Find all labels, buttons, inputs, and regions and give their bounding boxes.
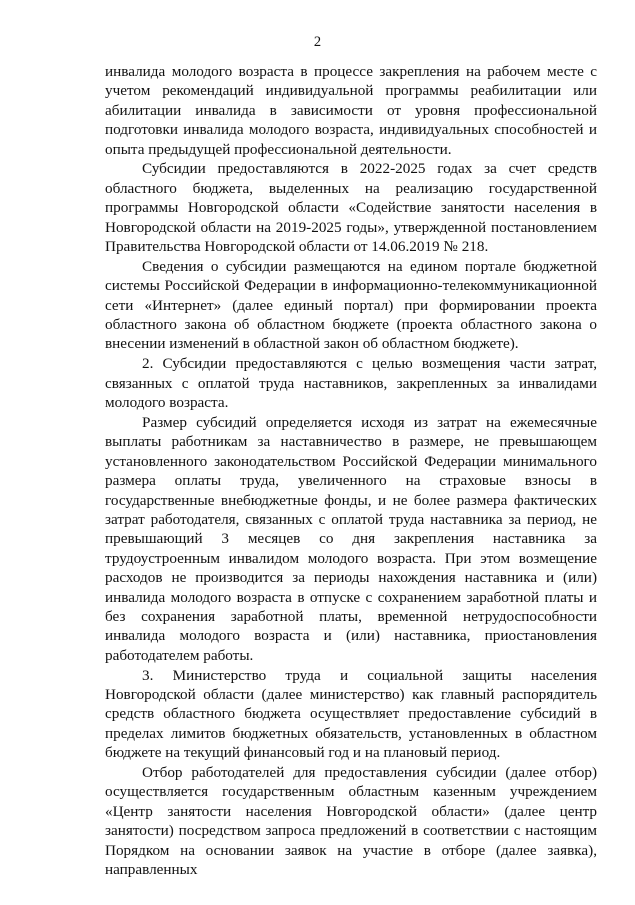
paragraph-employer-selection: Отбор работодателей для предоставления субсидии (далее отбор) осуществляется государственным областным казенным учреждением «Центр занятости населения Новгородской области» (далее центр занятости) посредством запроса предложений в соответствии с настоящим Порядком на основании заявок на участие в отборе (далее заявка), направленных	[105, 763, 597, 878]
paragraph-subsidy-size: Размер субсидий определяется исходя из затрат на ежемесячные выплаты работникам за наставничество в размере, не превышающем установленного законодательством Российской Федерации минимального размера оплаты труда, увеличенного на страховые взносы в государственные внебюджетные фонды, и не более размера фактических затрат работодателя, связанных с оплатой труда наставника за период, не превышающий 3 месяцев со дня закрепления наставника за трудоустроенным инвалидом молодого возраста. При этом возмещение расходов не производится за периоды нахождения наставника и (или) инвалида молодого возраста в отпуске с сохранением заработной платы и без сохранения заработной платы, временной нетрудоспособности инвалида молодого возраста и (или) наставника, приостановления работодателем работы.	[105, 413, 597, 664]
document-body	[105, 62, 597, 879]
page-number: 2	[313, 34, 322, 50]
paragraph-subsidy-portal: Сведения о субсидии размещаются на едином портале бюджетной системы Российской Федерации в информационно-телекоммуникационной сети «Интернет» (далее единый портал) при формировании проекта областного закона об областном бюджете (проекта областного закона о внесении изменений в областной закон об областном бюджете).	[105, 257, 597, 353]
paragraph-continuation: инвалида молодого возраста в процессе закрепления на рабочем месте с учетом рекомендаций индивидуальной программы реабилитации или абилитации инвалида в зависимости от уровня профессиональной подготовки инвалида молодого возраста, индивидуальных способностей и опыта предыдущей профессиональной деятельности.	[105, 63, 597, 158]
paragraph-item-3: 3. Министерство труда и социальной защиты населения Новгородской области (далее министерство) как главный распорядитель средств областного бюджета осуществляет предоставление субсидий в пределах лимитов бюджетных обязательств, установленных в областном бюджете на текущий финансовый год и на плановый период.	[105, 666, 597, 762]
paragraph-item-2: 2. Субсидии предоставляются с целью возмещения части затрат, связанных с оплатой труда наставников, закрепленных за инвалидами молодого возраста.	[105, 355, 597, 412]
paragraph-subsidy-funding: Субсидии предоставляются в 2022-2025 годах за счет средств областного бюджета, выделенных на реализацию государственной программы Новгородской области «Содействие занятости населения в Новгородской области на 2019-2025 годы», утвержденной постановлением Правительства Новгородской области от 14.06.2019 № 218.	[105, 160, 597, 256]
